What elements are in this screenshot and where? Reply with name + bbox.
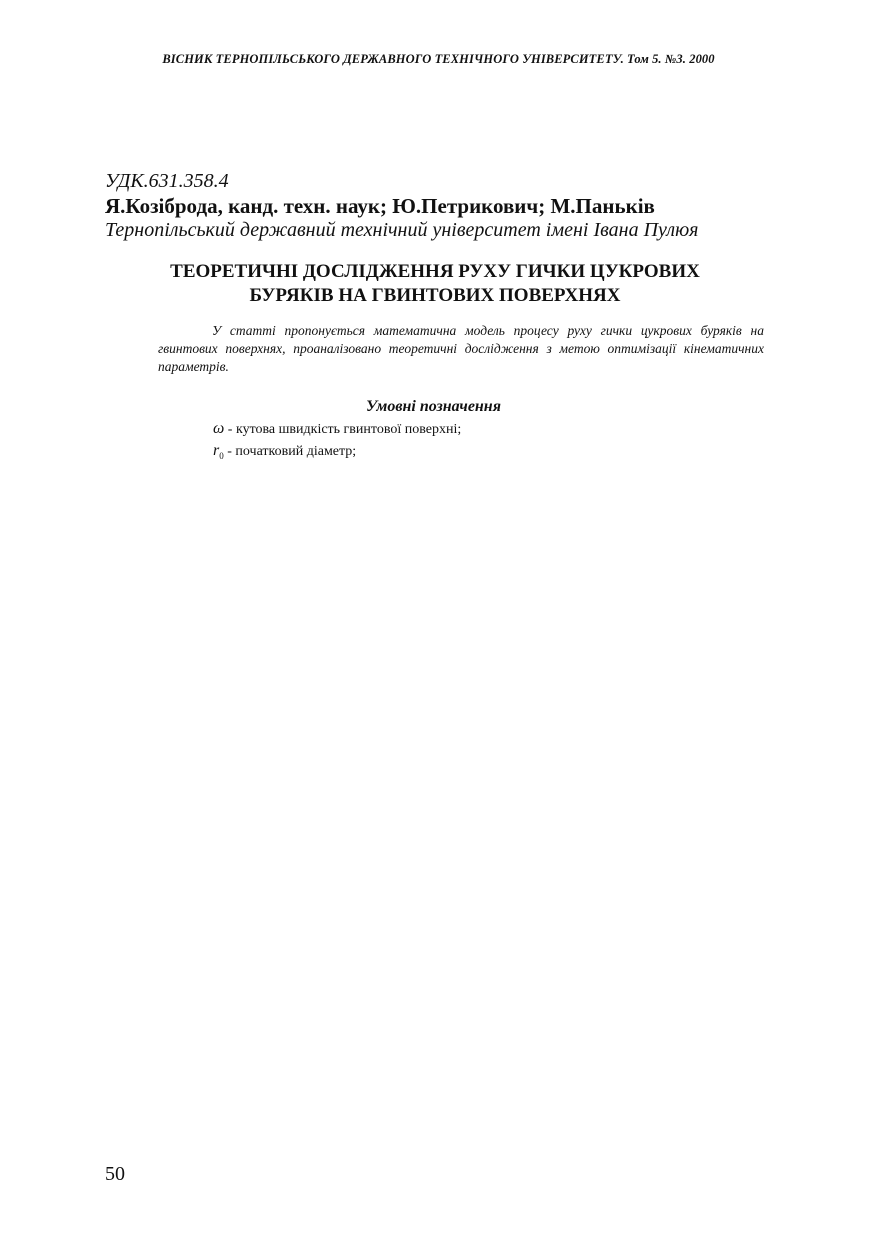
abstract: У статті пропонується математична модель процесу руху гички цукрових буряків на гвинтових поверхнях, проаналізовано теоретичні дослідження з метою оптимізації кінематичних параметрів.	[158, 323, 764, 374]
article-title-line-2: БУРЯКІВ НА ГВИНТОВИХ ПОВЕРХНЯХ	[249, 285, 621, 306]
affiliation-line: Тернопільський державний технічний університет імені Івана Пулюя	[105, 219, 699, 241]
notation-item-r0	[213, 440, 461, 462]
article-title-line-1: ТЕОРЕТИЧНІ ДОСЛІДЖЕННЯ РУХУ ГИЧКИ ЦУКРОВИХ	[170, 261, 700, 282]
notation-symbol-main: r	[213, 442, 220, 459]
notation-list	[213, 418, 461, 462]
notation-description: - кутова швидкість гвинтової поверхні;	[224, 422, 462, 437]
notation-symbol-main: ω	[213, 420, 225, 437]
notation-item-omega	[213, 418, 461, 440]
notation-symbol-subscript: 0	[219, 451, 224, 462]
article-title	[105, 260, 765, 308]
notation-symbol	[213, 420, 224, 437]
notation-description: - початковий діаметр;	[223, 444, 357, 459]
udc-code: УДК.631.358.4	[105, 170, 229, 192]
authors-line: Я.Козіброда, канд. техн. наук; Ю.Петрикович; М.Паньків	[105, 194, 655, 218]
page-number: 50	[105, 1163, 125, 1185]
notation-symbol	[213, 442, 224, 462]
running-header: ВІСНИК ТЕРНОПІЛЬСЬКОГО ДЕРЖАВНОГО ТЕХНІЧНОГО УНІВЕРСИТЕТУ. Том 5. №3. 2000	[162, 52, 715, 66]
notation-heading: Умовні позначення	[366, 398, 501, 415]
